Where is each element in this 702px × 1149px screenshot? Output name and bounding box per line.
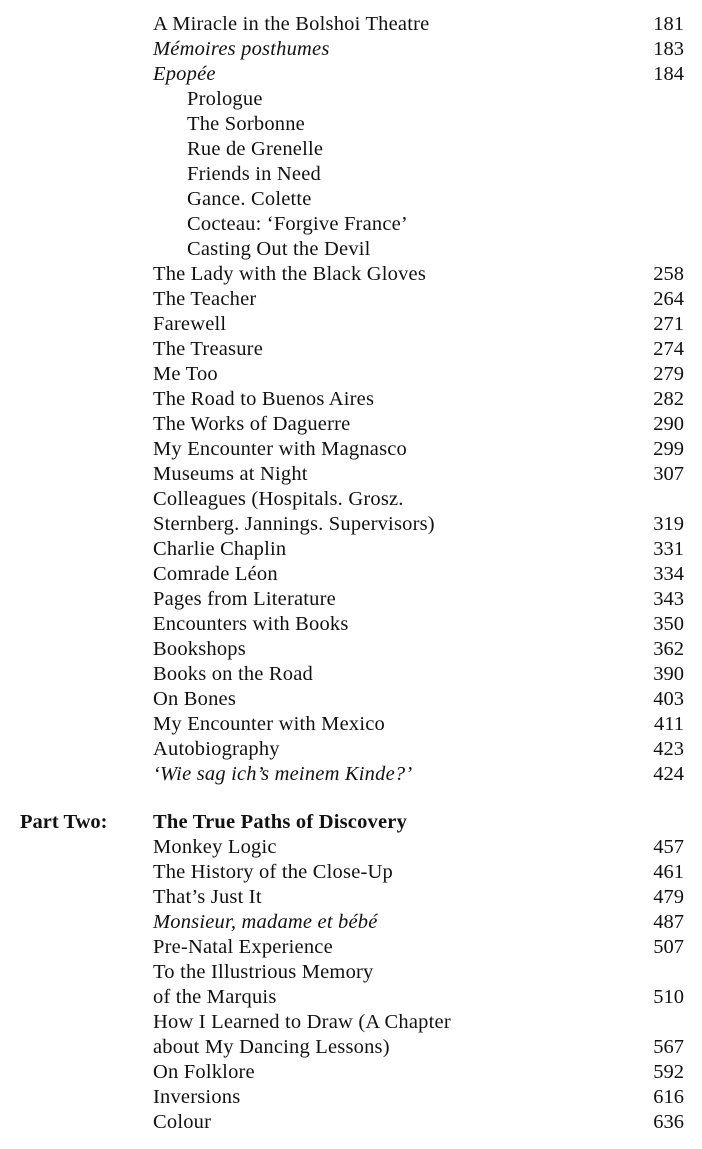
toc-entry bbox=[0, 112, 702, 137]
toc-entry bbox=[0, 737, 702, 762]
toc-entry bbox=[0, 137, 702, 162]
entry-page-number: 264 bbox=[653, 288, 684, 310]
toc-entry bbox=[0, 985, 702, 1010]
entry-page-number: 184 bbox=[653, 63, 684, 85]
entry-title: Epopée bbox=[153, 63, 216, 85]
entry-title: about My Dancing Lessons) bbox=[153, 1036, 390, 1058]
toc-entry bbox=[0, 910, 702, 935]
entry-page-number: 390 bbox=[653, 663, 684, 685]
entry-title: To the Illustrious Memory bbox=[153, 961, 374, 983]
part-label: Part Two: bbox=[20, 811, 108, 833]
entry-title: Farewell bbox=[153, 313, 227, 335]
entry-title: The Teacher bbox=[153, 288, 257, 310]
entry-title: Colour bbox=[153, 1111, 212, 1133]
part-heading: The True Paths of Discovery bbox=[153, 811, 408, 833]
toc-entry bbox=[0, 662, 702, 687]
toc-entry bbox=[0, 562, 702, 587]
toc-entry bbox=[0, 262, 702, 287]
entry-page-number: 279 bbox=[653, 363, 684, 385]
entry-page-number: 362 bbox=[653, 638, 684, 660]
entry-title: My Encounter with Mexico bbox=[153, 713, 385, 735]
entry-title: Encounters with Books bbox=[153, 613, 349, 635]
entry-page-number: 350 bbox=[653, 613, 684, 635]
entry-title: The History of the Close-Up bbox=[153, 861, 393, 883]
entry-title: On Bones bbox=[153, 688, 237, 710]
toc-entry bbox=[0, 162, 702, 187]
entry-page-number: 290 bbox=[653, 413, 684, 435]
toc-entry bbox=[0, 537, 702, 562]
entry-title: Pre-Natal Experience bbox=[153, 936, 333, 958]
entry-title: Friends in Need bbox=[187, 163, 321, 185]
part-two-section bbox=[0, 835, 702, 1135]
entry-page-number: 334 bbox=[653, 563, 684, 585]
toc-entry bbox=[0, 637, 702, 662]
toc-entry bbox=[0, 337, 702, 362]
entry-title: Cocteau: ‘Forgive France’ bbox=[187, 213, 408, 235]
entry-title: The Lady with the Black Gloves bbox=[153, 263, 427, 285]
entry-page-number: 507 bbox=[653, 936, 684, 958]
entry-page-number: 479 bbox=[653, 886, 684, 908]
toc-entry bbox=[0, 437, 702, 462]
entry-title: On Folklore bbox=[153, 1061, 255, 1083]
toc-entry bbox=[0, 935, 702, 960]
entry-title: Inversions bbox=[153, 1086, 241, 1108]
toc-entry bbox=[0, 1060, 702, 1085]
toc-entry bbox=[0, 362, 702, 387]
toc-entry bbox=[0, 187, 702, 212]
toc-entry bbox=[0, 1085, 702, 1110]
entry-page-number: 343 bbox=[653, 588, 684, 610]
toc-entry bbox=[0, 960, 702, 985]
entry-title: Monsieur, madame et bébé bbox=[153, 911, 378, 933]
toc-entry bbox=[0, 860, 702, 885]
entry-title: Monkey Logic bbox=[153, 836, 277, 858]
entry-title: The Road to Buenos Aires bbox=[153, 388, 375, 410]
entry-page-number: 181 bbox=[653, 13, 684, 35]
entry-page-number: 319 bbox=[653, 513, 684, 535]
entry-title: The Treasure bbox=[153, 338, 264, 360]
entry-page-number: 282 bbox=[653, 388, 684, 410]
entry-title: Me Too bbox=[153, 363, 218, 385]
toc-entry bbox=[0, 512, 702, 537]
entry-page-number: 424 bbox=[653, 763, 684, 785]
entry-title: That’s Just It bbox=[153, 886, 262, 908]
entry-page-number: 271 bbox=[653, 313, 684, 335]
entry-title: My Encounter with Magnasco bbox=[153, 438, 407, 460]
entry-page-number: 299 bbox=[653, 438, 684, 460]
entry-title: Sternberg. Jannings. Supervisors) bbox=[153, 513, 435, 535]
toc-entry bbox=[0, 612, 702, 637]
entry-title: How I Learned to Draw (A Chapter bbox=[153, 1011, 451, 1033]
entry-title: Books on the Road bbox=[153, 663, 313, 685]
toc-entry bbox=[0, 1035, 702, 1060]
entry-title: Museums at Night bbox=[153, 463, 308, 485]
toc-entry bbox=[0, 237, 702, 262]
part-one-section bbox=[0, 12, 702, 787]
toc-entry bbox=[0, 462, 702, 487]
entry-page-number: 461 bbox=[653, 861, 684, 883]
toc-entry bbox=[0, 712, 702, 737]
toc-entry bbox=[0, 587, 702, 612]
entry-page-number: 636 bbox=[653, 1111, 684, 1133]
entry-page-number: 616 bbox=[653, 1086, 684, 1108]
entry-page-number: 403 bbox=[653, 688, 684, 710]
toc-entry bbox=[0, 412, 702, 437]
entry-title: Autobiography bbox=[153, 738, 280, 760]
entry-page-number: 510 bbox=[653, 986, 684, 1008]
toc-entry bbox=[0, 62, 702, 87]
toc-entry bbox=[0, 687, 702, 712]
entry-page-number: 487 bbox=[653, 911, 684, 933]
table-of-contents bbox=[0, 12, 702, 1135]
entry-page-number: 423 bbox=[653, 738, 684, 760]
entry-title: The Works of Daguerre bbox=[153, 413, 351, 435]
entry-title: Comrade Léon bbox=[153, 563, 278, 585]
toc-entry bbox=[0, 835, 702, 860]
entry-page-number: 307 bbox=[653, 463, 684, 485]
toc-entry bbox=[0, 487, 702, 512]
entry-page-number: 567 bbox=[653, 1036, 684, 1058]
entry-title: A Miracle in the Bolshoi Theatre bbox=[153, 13, 430, 35]
toc-entry bbox=[0, 37, 702, 62]
toc-entry bbox=[0, 1110, 702, 1135]
entry-title: of the Marquis bbox=[153, 986, 277, 1008]
part-two-heading-row bbox=[0, 810, 702, 835]
toc-entry bbox=[0, 87, 702, 112]
entry-page-number: 592 bbox=[653, 1061, 684, 1083]
toc-entry bbox=[0, 387, 702, 412]
entry-title: ‘Wie sag ich’s meinem Kinde?’ bbox=[153, 763, 413, 785]
toc-entry bbox=[0, 312, 702, 337]
entry-title: Charlie Chaplin bbox=[153, 538, 287, 560]
toc-entry bbox=[0, 287, 702, 312]
entry-page-number: 331 bbox=[653, 538, 684, 560]
entry-title: The Sorbonne bbox=[187, 113, 305, 135]
entry-title: Pages from Literature bbox=[153, 588, 336, 610]
entry-title: Rue de Grenelle bbox=[187, 138, 324, 160]
entry-title: Prologue bbox=[187, 88, 263, 110]
entry-page-number: 183 bbox=[653, 38, 684, 60]
entry-title: Colleagues (Hospitals. Grosz. bbox=[153, 488, 404, 510]
entry-page-number: 274 bbox=[653, 338, 684, 360]
entry-title: Gance. Colette bbox=[187, 188, 312, 210]
entry-page-number: 457 bbox=[653, 836, 684, 858]
entry-title: Mémoires posthumes bbox=[153, 38, 330, 60]
toc-entry bbox=[0, 762, 702, 787]
entry-page-number: 411 bbox=[654, 713, 684, 735]
toc-entry bbox=[0, 212, 702, 237]
toc-entry bbox=[0, 12, 702, 37]
toc-entry bbox=[0, 885, 702, 910]
entry-page-number: 258 bbox=[653, 263, 684, 285]
entry-title: Casting Out the Devil bbox=[187, 238, 371, 260]
toc-entry bbox=[0, 1010, 702, 1035]
entry-title: Bookshops bbox=[153, 638, 246, 660]
